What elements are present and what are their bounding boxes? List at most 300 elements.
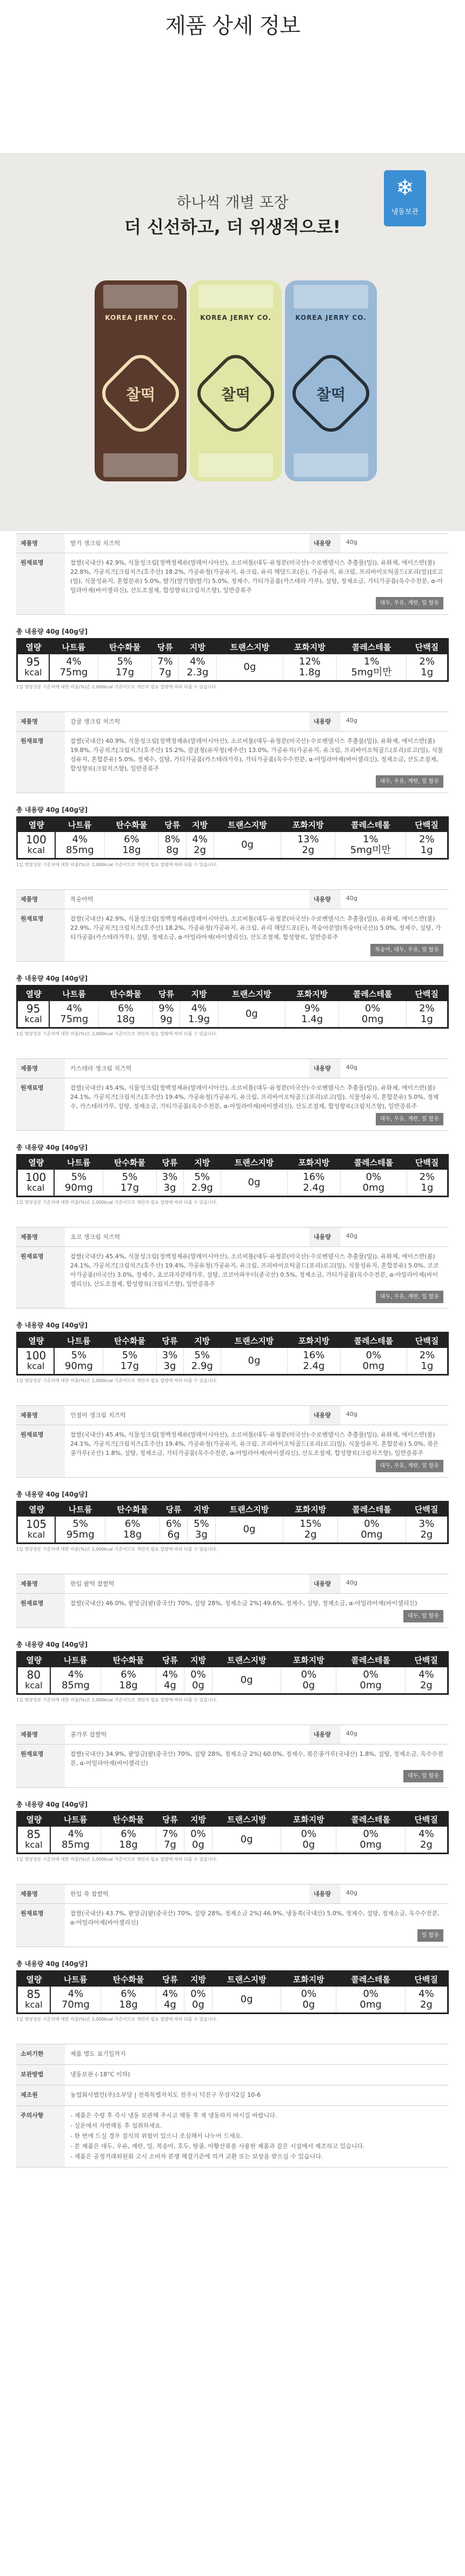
nutrition-title: 총 내용량 40g [40g당] xyxy=(16,806,88,814)
volume-label: 내용량 xyxy=(309,890,341,909)
nutrient-value: 0g xyxy=(215,1517,283,1544)
nutrient-value: 3% 3g xyxy=(156,1348,183,1375)
nutrition-header: 당류 xyxy=(156,1971,184,1987)
package-brand: KOREA JERRY CO. xyxy=(105,314,176,321)
info-row xyxy=(16,2065,449,2085)
nutrition-note: 1일 영양성분 기준치에 대한 비율(%)은 2,000kcal 기준이므로 개인의 필요 열량에 따라 다를 수 있습니다. xyxy=(16,2016,217,2022)
nutrition-header: 트랜스지방 xyxy=(212,1652,281,1667)
nutrition-header: 탄수화물 xyxy=(104,817,158,832)
nutrition-header: 탄수화물 xyxy=(98,639,152,654)
product-list xyxy=(0,531,465,2022)
nutrition-header: 나트륨 xyxy=(49,986,99,1001)
nutrition-header: 단백질 xyxy=(407,1333,448,1348)
nutrition-table xyxy=(16,1811,449,1855)
packaging-headline: 더 신선하고, 더 위생적으로! xyxy=(124,217,341,237)
nutrition-header: 콜레스테롤 xyxy=(341,1333,407,1348)
calories-value: 105 kcal xyxy=(17,1517,56,1544)
info-line: 냉동보관 (-18°C 이하) xyxy=(70,2070,130,2078)
volume-value: 40g xyxy=(346,716,357,724)
nutrition-title: 총 내용량 40g [40g당] xyxy=(16,1960,88,1968)
nutrient-value: 4% 4g xyxy=(156,1987,184,2014)
allergy-badge: 대두, 밀 함유 xyxy=(403,1770,443,1782)
nutrition-header: 당류 xyxy=(156,1812,184,1827)
nutrition-header: 열량 xyxy=(17,1652,50,1667)
product-section xyxy=(16,1725,449,1863)
nutrient-value: 0% 0mg xyxy=(336,1667,405,1694)
ingredients-text: 찹쌀(국내산) 43.7%, 팥앙금[팥(중국산) 70%, 설탕 28%, 정제소금 2%] 46.9%, 냉동쑥(국내산) 5.0%, 정제수, 설탕, 정제소금, 옥수수전분, α-아밀라아제(바이셀리신) xyxy=(70,1910,440,1926)
nutrition-header: 단백질 xyxy=(406,1501,448,1517)
nutrition-header: 탄수화물 xyxy=(101,1652,156,1667)
nutrient-value: 4% 85mg xyxy=(50,1667,101,1694)
volume-value: 40g xyxy=(346,1889,357,1896)
nutrition-note: 1일 영양성분 기준치에 대한 비율(%)은 2,000kcal 기준이므로 개인의 필요 열량에 따라 다를 수 있습니다. xyxy=(16,1857,217,1862)
nutrition-note: 1일 영양성분 기준치에 대한 비율(%)은 2,000kcal 기준이므로 개인의 필요 열량에 따라 다를 수 있습니다. xyxy=(16,1547,217,1552)
nutrient-value: 6% 18g xyxy=(99,1001,152,1028)
nutrient-value: 0g xyxy=(212,1827,281,1854)
nutrition-header: 트랜스지방 xyxy=(214,817,281,832)
ingredients-text: 찹쌀(국내산) 45.4%, 식물성크림[정백정제유(말레이시아산), 소르비톨(대두·유청분(미국산)·수로벤델시스 추출물(밀)), 유화제, 에이스반(볼) 24.1%, 가공치즈[크림치즈(호주산) 19.4%, 가공유청(가공유지, 유크림, 프리바이오틱골드(포리)로고(밀), 식물성유지, 혼합분유) 5.0%, 볶은콩가루(국산) 1.8%, 설탕, 정제소금, 가티가공품(옥수수전분, α-아밀라아제(바이셀리신), 산도조절제, 합성향료(크림치즈향), 일반증류주 xyxy=(70,1431,439,1457)
product-name: 한입 쑥 찹쌀떡 xyxy=(70,1890,109,1897)
nutrient-value: 5% 17g xyxy=(103,1348,156,1375)
nutrition-header: 당류 xyxy=(156,1333,183,1348)
nutrition-header: 단백질 xyxy=(405,1812,448,1827)
volume-label: 내용량 xyxy=(309,1059,341,1078)
nutrition-header: 포화지방 xyxy=(283,639,337,654)
product-section xyxy=(16,1405,449,1553)
product-name-label: 제품명 xyxy=(16,1059,65,1078)
nutrient-value: 0% 0g xyxy=(184,1667,212,1694)
package-label: 찰떡 xyxy=(125,386,156,404)
product-name: 콩가루 찹쌀떡 xyxy=(70,1730,107,1738)
calories-value: 100 kcal xyxy=(17,1170,55,1197)
nutrient-value: 6% 18g xyxy=(101,1667,156,1694)
nutrition-header: 당류 xyxy=(152,986,180,1001)
nutrition-header: 포화지방 xyxy=(281,1971,336,1987)
nutrition-header: 콜레스테롤 xyxy=(336,1652,405,1667)
nutrient-value: 6% 18g xyxy=(101,1987,156,2014)
nutrient-value: 0% 0mg xyxy=(336,1987,405,2014)
nutrition-title: 총 내용량 40g [40g당] xyxy=(16,975,88,982)
spec-table xyxy=(16,889,449,962)
nutrition-header: 단백질 xyxy=(406,817,448,832)
volume-value: 40g xyxy=(346,1063,357,1071)
nutrient-value: 4% 70mg xyxy=(50,1987,101,2014)
nutrition-header: 나트륨 xyxy=(55,817,105,832)
package-brand: KOREA JERRY CO. xyxy=(295,314,367,321)
product-packages xyxy=(95,280,376,486)
spec-table xyxy=(16,1058,449,1131)
storage-badge-label: 냉동보관 xyxy=(391,208,419,216)
nutrient-value: 5% 17g xyxy=(98,654,152,681)
nutrition-header: 열량 xyxy=(17,639,49,654)
nutrient-value: 8% 8g xyxy=(158,832,186,859)
spec-table xyxy=(16,533,449,615)
nutrient-value: 1% 5mg미만 xyxy=(336,654,407,681)
nutrient-value: 0g xyxy=(214,832,281,859)
nutrition-header: 콜레스테롤 xyxy=(339,986,406,1001)
product-name-label: 제품명 xyxy=(16,712,65,731)
ingredients-label: 원재료명 xyxy=(16,1425,65,1477)
nutrient-value: 5% 90mg xyxy=(54,1170,103,1197)
nutrition-header: 나트륨 xyxy=(49,639,98,654)
nutrition-header: 나트륨 xyxy=(50,1812,101,1827)
spec-table xyxy=(16,712,449,793)
product-name: 딸기 생크림 치즈떡 xyxy=(70,540,121,547)
nutrition-header: 당류 xyxy=(151,639,178,654)
nutrition-header: 단백질 xyxy=(406,986,448,1001)
nutrient-value: 0% 0mg xyxy=(341,1170,407,1197)
nutrient-value: 0% 0mg xyxy=(339,1001,406,1028)
volume-label: 내용량 xyxy=(309,1406,341,1425)
ingredients-label: 원재료명 xyxy=(16,732,65,793)
nutrient-value: 3% 3g xyxy=(156,1170,183,1197)
nutrient-value: 4% 1.9g xyxy=(180,1001,218,1028)
product-name: 한입 팥떡 찹쌀떡 xyxy=(70,1580,115,1587)
ingredients-text: 찹쌀(국내산) 34.9%, 팥앙금[팥(중국산) 70%, 설탕 28%, 정제소금 2%] 60.0%, 정제수, 볶은콩가루(국내산) 1.8%, 설탕, 정제소금, 옥수수전분, α-아밀라아제(바이셀리신) xyxy=(70,1750,443,1767)
product-section xyxy=(16,712,449,868)
nutrient-value: 4% 4g xyxy=(156,1667,184,1694)
nutrition-header: 포화지방 xyxy=(281,817,335,832)
info-row xyxy=(16,2085,449,2106)
spec-table xyxy=(16,1405,449,1478)
nutrition-title: 총 내용량 40g [40g당] xyxy=(16,1490,88,1498)
nutrition-title: 총 내용량 40g [40g당] xyxy=(16,1321,88,1329)
product-name: 인절미 생크림 치즈떡 xyxy=(70,1411,126,1419)
product-name-label: 제품명 xyxy=(16,534,65,553)
allergy-badge: 대두, 밀 함유 xyxy=(403,1610,443,1622)
nutrition-header: 나트륨 xyxy=(54,1155,103,1170)
spec-table xyxy=(16,1725,449,1788)
calories-value: 95 kcal xyxy=(17,1001,50,1028)
product-name-label: 제품명 xyxy=(16,1406,65,1425)
nutrition-header: 탄수화물 xyxy=(103,1155,156,1170)
nutrient-value: 5% 90mg xyxy=(54,1348,103,1375)
product-name-label: 제품명 xyxy=(16,1227,65,1246)
nutrition-table xyxy=(16,1154,449,1198)
nutrient-value: 9% 1.4g xyxy=(285,1001,339,1028)
nutrition-header: 포화지방 xyxy=(281,1812,336,1827)
nutrition-header: 탄수화물 xyxy=(99,986,152,1001)
nutrition-header: 열량 xyxy=(17,1812,50,1827)
nutrient-value: 4% 2g xyxy=(418,1668,434,1691)
nutrient-value: 4% 85mg xyxy=(55,832,105,859)
nutrition-table xyxy=(16,1651,449,1695)
nutrition-header: 열량 xyxy=(17,1333,55,1348)
nutrition-header: 열량 xyxy=(17,1971,50,1987)
ingredients-label: 원재료명 xyxy=(16,1247,65,1308)
nutrient-value: 0g xyxy=(212,1667,281,1694)
product-name-label: 제품명 xyxy=(16,1574,65,1593)
product-section xyxy=(16,1574,449,1703)
nutrient-value: 4% 85mg xyxy=(50,1827,101,1854)
nutrition-header: 탄수화물 xyxy=(105,1501,160,1517)
nutrient-value: 4% 2.3g xyxy=(178,654,216,681)
packaging-subtitle: 하나씩 개별 포장 xyxy=(176,193,289,211)
nutrition-header: 나트륨 xyxy=(55,1501,105,1517)
volume-label: 내용량 xyxy=(309,1227,341,1246)
nutrition-header: 탄수화물 xyxy=(103,1333,156,1348)
ingredients-text: 찹쌀(국내산) 40.9%, 식물성크림[정백정제유(말레이시아산), 소르비톨(대두·유청분(미국산)·수로벤델시스 추출물(밀)), 유화제, 에이스반(볼) 19.8%, 가공치즈[크림치즈(호주산) 15.2%, 감귤청(유자청(제주산) 13.0%, 가공유지(가공유지, 유크림, 프리바이오틱골드(포리)로고(밀), 식물성유지, 혼합분유) 5.0%, 정제수, 설탕, 가티가공품(카스테라가루), 가티가공품(옥수수전분, α-아밀라아제(바이셀리신), 정제소금, 산도조절제, 합성향료(크림치즈향), 일반증류주 xyxy=(70,737,443,772)
nutrition-header: 콜레스테롤 xyxy=(335,817,406,832)
nutrient-value: 5% 17g xyxy=(103,1170,156,1197)
product-section xyxy=(16,1227,449,1384)
info-label: 주의사항 xyxy=(16,2106,65,2167)
calories-value: 80 kcal xyxy=(17,1667,50,1694)
nutrient-value: 6% 18g xyxy=(101,1827,156,1854)
nutrition-header: 탄수화물 xyxy=(101,1812,156,1827)
nutrient-value: 4% 75mg xyxy=(49,654,98,681)
ingredients-label: 원재료명 xyxy=(16,1745,65,1787)
nutrition-header: 지방 xyxy=(180,986,218,1001)
nutrient-value: 7% 7g xyxy=(151,654,178,681)
nutrition-header: 콜레스테롤 xyxy=(336,1971,405,1987)
volume-value: 40g xyxy=(346,1410,357,1418)
volume-value: 40g xyxy=(346,1729,357,1737)
info-line: - 실온에서 자연해동 후 섭취하세요. xyxy=(70,2122,163,2129)
nutrient-value: 0% 0g xyxy=(281,1827,336,1854)
nutrition-header: 콜레스테롤 xyxy=(336,639,407,654)
allergy-badge: 대두, 우유, 계란, 밀 함유 xyxy=(376,1460,443,1472)
info-line: - 한 번에 드실 경우 질식의 위험이 있으니 조심해서 나누어 드세요. xyxy=(70,2132,243,2139)
volume-label: 내용량 xyxy=(309,1725,341,1744)
allergy-badge: 대두, 우유, 계란, 밀 함유 xyxy=(376,1291,443,1303)
nutrient-value: 0% 0g xyxy=(184,1987,212,2014)
volume-label: 내용량 xyxy=(309,1574,341,1593)
nutrient-value: 4% 2g xyxy=(418,1828,434,1850)
product-name-label: 제품명 xyxy=(16,1725,65,1744)
allergy-badge: 복숭아, 대두, 우유, 밀 함유 xyxy=(370,944,443,956)
calories-value: 95 kcal xyxy=(17,654,49,681)
info-line: - 제품은 공정거래위원회 고시 소비자 분쟁 해결기준에 의거 교환 또는 보상을 받으실 수 있습니다. xyxy=(70,2152,323,2160)
nutrient-value: 5% 2.9g xyxy=(183,1348,221,1375)
package-green xyxy=(190,280,282,481)
nutrition-table xyxy=(16,816,449,860)
calories-value: 100 kcal xyxy=(17,1348,55,1375)
nutrition-title: 총 내용량 40g [40g당] xyxy=(16,1641,88,1648)
nutrient-value: 16% 2.4g xyxy=(287,1170,340,1197)
nutrition-header: 탄수화물 xyxy=(101,1971,156,1987)
nutrient-value: 12% 1.8g xyxy=(283,654,337,681)
nutrition-header: 나트륨 xyxy=(50,1652,101,1667)
nutrition-note: 1일 영양성분 기준치에 대한 비율(%)은 2,000kcal 기준이므로 개인의 필요 열량에 따라 다를 수 있습니다. xyxy=(16,862,217,867)
nutrition-note: 1일 영양성분 기준치에 대한 비율(%)은 2,000kcal 기준이므로 개인의 필요 열량에 따라 다를 수 있습니다. xyxy=(16,1200,217,1205)
product-name: 카스테라 생크림 치즈떡 xyxy=(70,1064,132,1072)
package-brown xyxy=(95,280,187,481)
nutrition-header: 지방 xyxy=(184,1812,212,1827)
nutrition-table xyxy=(16,1970,449,2014)
package-blue xyxy=(285,280,377,481)
product-name: 감귤 생크림 치즈떡 xyxy=(70,717,121,725)
nutrition-header: 단백질 xyxy=(407,639,448,654)
nutrition-table xyxy=(16,1501,449,1545)
nutrition-header: 트랜스지방 xyxy=(215,1501,283,1517)
nutrition-header: 트랜스지방 xyxy=(212,1971,281,1987)
nutrient-value: 13% 2g xyxy=(281,832,335,859)
product-name: 초코 생크림 치즈떡 xyxy=(70,1233,121,1240)
page-title: 제품 상세 정보 xyxy=(165,14,300,38)
ingredients-label: 원재료명 xyxy=(16,1594,65,1627)
calories-value: 100 kcal xyxy=(17,832,55,859)
nutrient-value: 6% 18g xyxy=(105,1517,160,1544)
nutrition-note: 1일 영양성분 기준치에 대한 비율(%)은 2,000kcal 기준이므로 개인의 필요 열량에 따라 다를 수 있습니다. xyxy=(16,1697,217,1702)
nutrient-value: 0% 0mg xyxy=(341,1348,407,1375)
snowflake-icon: ❄ xyxy=(396,176,414,200)
nutrient-value: 6% 6g xyxy=(160,1517,187,1544)
nutrient-value: 4% 75mg xyxy=(49,1001,99,1028)
packaging-banner xyxy=(0,153,465,531)
nutrition-title: 총 내용량 40g [40g당] xyxy=(16,1800,88,1808)
nutrition-header: 지방 xyxy=(184,1652,212,1667)
nutrient-value: 0% 0mg xyxy=(338,1517,406,1544)
nutrition-header: 포화지방 xyxy=(283,1501,338,1517)
nutrient-value: 2% 1g xyxy=(419,655,435,678)
volume-value: 40g xyxy=(346,539,357,546)
ingredients-text: 찹쌀(국내산) 46.0%, 팥앙금[팥(중국산) 70%, 설탕 28%, 정제소금 2%] 49.6%, 정제수, 설탕, 정제소금, α-아밀라아제(바이셀리신) xyxy=(70,1600,417,1607)
spec-table xyxy=(16,1227,449,1309)
info-line: - 제품은 수령 후 즉시 냉동 보관해 주시고 해동 후 재 냉동하지 마시길 바랍니다. xyxy=(70,2111,277,2119)
ingredients-label: 원재료명 xyxy=(16,553,65,614)
nutrition-header: 트랜스지방 xyxy=(221,1333,288,1348)
nutrient-value: 4% 2g xyxy=(186,832,214,859)
ingredients-text: 찹쌀(국내산) 45.4%, 식물성크림[정백정제유(말레이시아산), 소르비톨(대두·유청분(미국산)·수로벤델시스 추출물(밀)), 유화제, 에이스반(볼) 24.1%, 가공치즈[크림치즈(호주산) 19.4%, 가공유청(가공유지, 유크림, 프리바이오틱골드(포리)로고(밀), 식물성유지, 혼합분유) 5.0%, 정제수, 카스테라가루, 설탕, 정제소금, 가티가공품(옥수수전분, α-아밀라아제(바이셀리신), 산도조절제, 합성향료(크림치즈향), 일반증류주 xyxy=(70,1084,439,1110)
nutrition-header: 단백질 xyxy=(405,1652,448,1667)
nutrition-header: 포화지방 xyxy=(287,1155,340,1170)
product-name: 복숭아떡 xyxy=(70,896,94,903)
ingredients-text: 찹쌀(국내산) 42.9%, 식물성크림[정백정제유(말레이시아산), 소르비톨(대두·유청분(미국산)·수로벤델시스 추출물(밀)), 유화제, 에이스반(볼) 22.8%, 가공치즈[크림치즈(호주산) 18.2%, 가공유청(가공유지, 유크림, 유리 해당드포(돈), 가공유지, 유크림, 프리바이오틱골드(포리(밀)]로고(밀), 식물성유지, 혼합분유) 5.0%, 딸기(딸기향(딸기) 5.0%, 정제수, 가티가공품(카스테라 가루), 설탕, 정제소금, 가티가공품(옥수수전분, α-아밀라아제(바이셀리신), 산도조절제, 합성향료(크림치즈향), 일반증류주 xyxy=(70,559,443,594)
allergy-badge: 대두, 우유, 계란, 밀 함유 xyxy=(376,597,443,609)
ingredients-text: 찹쌀(국내산) 42.9%, 식물성크림[정백정제유(말레이시아산), 소르비톨(대두·유청분(미국산)·수로벤델시스 추출물(밀)), 유화제, 에이스반(볼) 22.9%, 가공치즈[크림치즈(호주산) 18.2%, 가공유청(가공유지, 유크림, 유리 해당드포(돈), 복숭아분말(복숭아(국산)) 5.0%, 정제수, 설탕, 가티가공품(카스테라가루), 설탕, 정제소금, α-아밀라아제(바이셀리신), 산도조절제, 합성향료, 일반증류주 xyxy=(70,915,441,941)
nutrient-value: 0g xyxy=(216,654,283,681)
nutrition-title: 총 내용량 40g [40g당] xyxy=(16,1143,88,1151)
product-section xyxy=(16,533,449,690)
nutrition-header: 포화지방 xyxy=(287,1333,340,1348)
nutrition-header: 열량 xyxy=(17,817,55,832)
nutrition-header: 당류 xyxy=(160,1501,187,1517)
nutrient-value: 2% 1g xyxy=(419,1171,435,1193)
nutrient-value: 5% 3g xyxy=(188,1517,215,1544)
ingredients-text: 찹쌀(국내산) 45.4%, 식물성크림[정백정제유(말레이시아산), 소르비톨(대두·유청분(미국산)·수로벤델시스 추출물(밀)), 유화제, 에이스반(볼) 24.1%, 가공치즈[크림치즈(호주산) 19.4%, 가공유청(가공유지, 유크림, 프리바이오틱골드(포리)로고(밀), 식물성유지, 혼합분유) 5.0%, 코코아가공품(미국산) 3.0%, 정제수, 초코과자분태가루, 설탕, 코코아파우더(중국산) 0.5%, 정제소금, 가티가공품(옥수수전분, α-아밀라아제(바이셀리신), 산도조절제, 합성향료(크림치즈향), 일반증류주 xyxy=(70,1253,439,1287)
volume-label: 내용량 xyxy=(309,712,341,731)
nutrient-value: 0g xyxy=(218,1001,285,1028)
nutrition-header: 지방 xyxy=(178,639,216,654)
allergy-badge: 밀 함유 xyxy=(417,1929,443,1942)
nutrition-header: 콜레스테롤 xyxy=(336,1812,405,1827)
nutrient-value: 0% 0g xyxy=(184,1827,212,1854)
ingredients-label: 원재료명 xyxy=(16,1904,65,1947)
nutrition-header: 당류 xyxy=(156,1652,184,1667)
nutrient-value: 9% 9g xyxy=(152,1001,180,1028)
nutrition-note: 1일 영양성분 기준치에 대한 비율(%)은 2,000kcal 기준이므로 개인의 필요 열량에 따라 다를 수 있습니다. xyxy=(16,1031,217,1036)
product-section xyxy=(16,1884,449,2022)
info-row xyxy=(16,2044,449,2065)
nutrient-value: 3% 2g xyxy=(418,1518,435,1540)
nutrition-header: 콜레스테롤 xyxy=(341,1155,407,1170)
nutrition-header: 당류 xyxy=(156,1155,183,1170)
nutrient-value: 15% 2g xyxy=(283,1517,338,1544)
ingredients-label: 원재료명 xyxy=(16,909,65,961)
nutrient-value: 0g xyxy=(221,1348,288,1375)
info-label: 보관방법 xyxy=(16,2065,65,2085)
nutrition-header: 지방 xyxy=(188,1501,215,1517)
nutrition-header: 당류 xyxy=(158,817,186,832)
nutrient-value: 7% 7g xyxy=(156,1827,184,1854)
nutrition-table xyxy=(16,638,449,682)
nutrient-value: 0% 0g xyxy=(281,1667,336,1694)
nutrient-value: 0g xyxy=(221,1170,288,1197)
nutrition-header: 지방 xyxy=(183,1333,221,1348)
volume-label: 내용량 xyxy=(309,1884,341,1903)
volume-value: 40g xyxy=(346,1579,357,1586)
ingredients-label: 원재료명 xyxy=(16,1078,65,1130)
nutrition-note: 1일 영양성분 기준치에 대한 비율(%)은 2,000kcal 기준이므로 개인의 필요 열량에 따라 다를 수 있습니다. xyxy=(16,1378,217,1383)
spec-table xyxy=(16,1884,449,1947)
hero-section xyxy=(0,0,465,153)
nutrition-header: 포화지방 xyxy=(285,986,339,1001)
nutrition-table xyxy=(16,1332,449,1376)
calories-value: 85 kcal xyxy=(17,1987,50,2014)
calories-value: 85 kcal xyxy=(17,1827,50,1854)
nutrition-header: 트랜스지방 xyxy=(212,1812,281,1827)
nutrition-header: 트랜스지방 xyxy=(221,1155,288,1170)
info-row xyxy=(16,2106,449,2168)
nutrition-header: 트랜스지방 xyxy=(218,986,285,1001)
nutrient-value: 6% 18g xyxy=(104,832,158,859)
nutrient-value: 1% 5mg미만 xyxy=(335,832,406,859)
nutrient-value: 4% 2g xyxy=(418,1988,434,2010)
nutrient-value: 0g xyxy=(212,1987,281,2014)
info-line: - 본 제품은 대두, 우유, 계란, 밀, 복숭아, 호두, 땅콩, 아황산류를 사용한 제품과 같은 시설에서 제조하고 있습니다. xyxy=(70,2142,365,2150)
nutrition-header: 단백질 xyxy=(405,1971,448,1987)
nutrition-header: 지방 xyxy=(184,1971,212,1987)
nutrient-value: 2% 1g xyxy=(418,834,435,856)
nutrition-header: 콜레스테롤 xyxy=(338,1501,406,1517)
info-line: 농업회사법인(주)소부당 | 전북특별자치도 전주시 덕진구 무삼지2길 10-6 xyxy=(70,2091,261,2098)
volume-label: 내용량 xyxy=(309,534,341,553)
product-info-table xyxy=(16,2044,449,2168)
nutrition-note: 1일 영양성분 기준치에 대한 비율(%)은 2,000kcal 기준이므로 개인의 필요 열량에 따라 다를 수 있습니다. xyxy=(16,684,217,689)
info-label: 제조원 xyxy=(16,2085,65,2105)
spec-table xyxy=(16,1574,449,1628)
nutrition-header: 나트륨 xyxy=(50,1971,101,1987)
product-section xyxy=(16,1058,449,1206)
nutrient-value: 0% 0mg xyxy=(336,1827,405,1854)
package-brand: KOREA JERRY CO. xyxy=(200,314,271,321)
nutrition-header: 지방 xyxy=(186,817,214,832)
package-label: 찰떡 xyxy=(316,386,346,404)
product-name-label: 제품명 xyxy=(16,1884,65,1903)
nutrient-value: 5% 95mg xyxy=(55,1517,105,1544)
nutrient-value: 0% 0g xyxy=(281,1987,336,2014)
nutrition-header: 단백질 xyxy=(407,1155,448,1170)
nutrient-value: 2% 1g xyxy=(419,1002,435,1025)
allergy-badge: 대두, 우유, 계란, 밀 함유 xyxy=(376,1113,443,1125)
nutrition-header: 포화지방 xyxy=(281,1652,336,1667)
nutrition-header: 나트륨 xyxy=(54,1333,103,1348)
nutrition-header: 열량 xyxy=(17,986,50,1001)
nutrition-header: 열량 xyxy=(17,1501,56,1517)
nutrient-value: 2% 1g xyxy=(419,1349,435,1372)
nutrient-value: 16% 2.4g xyxy=(287,1348,340,1375)
allergy-badge: 대두, 우유, 계란, 밀 함유 xyxy=(376,775,443,788)
nutrition-header: 지방 xyxy=(183,1155,221,1170)
product-section xyxy=(16,889,449,1037)
product-name-label: 제품명 xyxy=(16,890,65,909)
info-label: 소비기한 xyxy=(16,2044,65,2064)
nutrition-title: 총 내용량 40g [40g당] xyxy=(16,628,88,635)
nutrition-table xyxy=(16,985,449,1029)
nutrition-header: 열량 xyxy=(17,1155,55,1170)
info-line: 제품 별도 표기일까지 xyxy=(70,2050,126,2057)
